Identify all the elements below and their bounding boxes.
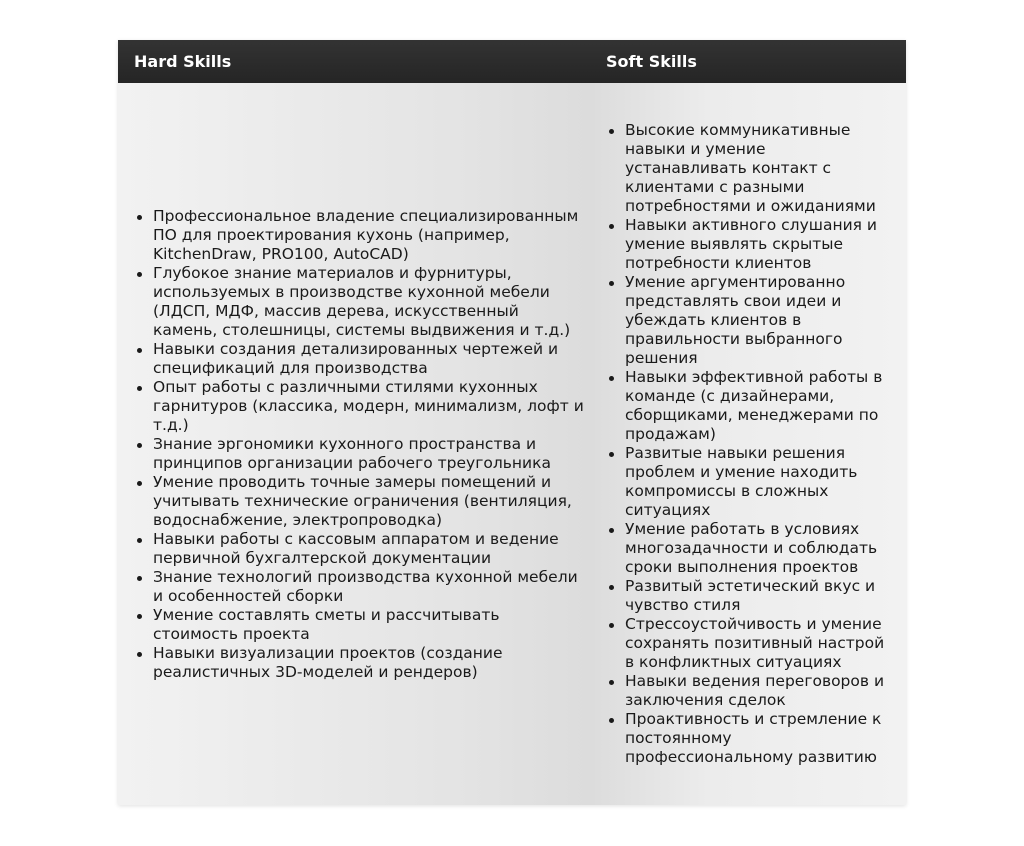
list-item: Профессиональное владение специализированным ПО для проектирования кухонь (например, KitchenDraw, PRO100, AutoCAD) xyxy=(134,207,584,264)
list-item: Развитый эстетический вкус и чувство стиля xyxy=(606,577,892,615)
soft-skills-list xyxy=(606,121,892,767)
table-body xyxy=(118,83,906,805)
list-item: Стрессоустойчивость и умение сохранять позитивный настрой в конфликтных ситуациях xyxy=(606,615,892,672)
list-item: Высокие коммуникативные навыки и умение устанавливать контакт с клиентами с разными потребностями и ожиданиями xyxy=(606,121,892,216)
skills-table xyxy=(118,40,906,805)
hard-skills-list xyxy=(134,207,584,682)
list-item: Проактивность и стремление к постоянному профессиональному развитию xyxy=(606,710,892,767)
soft-skills-cell xyxy=(606,83,892,805)
list-item: Знание технологий производства кухонной мебели и особенностей сборки xyxy=(134,568,584,606)
list-item: Развитые навыки решения проблем и умение находить компромиссы в сложных ситуациях xyxy=(606,444,892,520)
hard-skills-cell xyxy=(134,83,584,805)
list-item: Навыки ведения переговоров и заключения сделок xyxy=(606,672,892,710)
table-header xyxy=(118,40,906,83)
list-item: Навыки эффективной работы в команде (с дизайнерами, сборщиками, менеджерами по продажам) xyxy=(606,368,892,444)
list-item: Умение аргументированно представлять свои идеи и убеждать клиентов в правильности выбранного решения xyxy=(606,273,892,368)
list-item: Навыки визуализации проектов (создание реалистичных 3D-моделей и рендеров) xyxy=(134,644,584,682)
list-item: Навыки работы с кассовым аппаратом и ведение первичной бухгалтерской документации xyxy=(134,530,584,568)
list-item: Навыки активного слушания и умение выявлять скрытые потребности клиентов xyxy=(606,216,892,273)
list-item: Умение работать в условиях многозадачности и соблюдать сроки выполнения проектов xyxy=(606,520,892,577)
soft-skills-heading: Soft Skills xyxy=(606,52,697,71)
list-item: Глубокое знание материалов и фурнитуры, используемых в производстве кухонной мебели (ЛДСП, МДФ, массив дерева, искусственный камень, столешницы, системы выдвижения и т.д.) xyxy=(134,264,584,340)
list-item: Знание эргономики кухонного пространства и принципов организации рабочего треугольника xyxy=(134,435,584,473)
list-item: Навыки создания детализированных чертежей и спецификаций для производства xyxy=(134,340,584,378)
hard-skills-heading: Hard Skills xyxy=(134,52,232,71)
list-item: Умение проводить точные замеры помещений и учитывать технические ограничения (вентиляция, водоснабжение, электропроводка) xyxy=(134,473,584,530)
list-item: Умение составлять сметы и рассчитывать стоимость проекта xyxy=(134,606,584,644)
list-item: Опыт работы с различными стилями кухонных гарнитуров (классика, модерн, минимализм, лофт и т.д.) xyxy=(134,378,584,435)
